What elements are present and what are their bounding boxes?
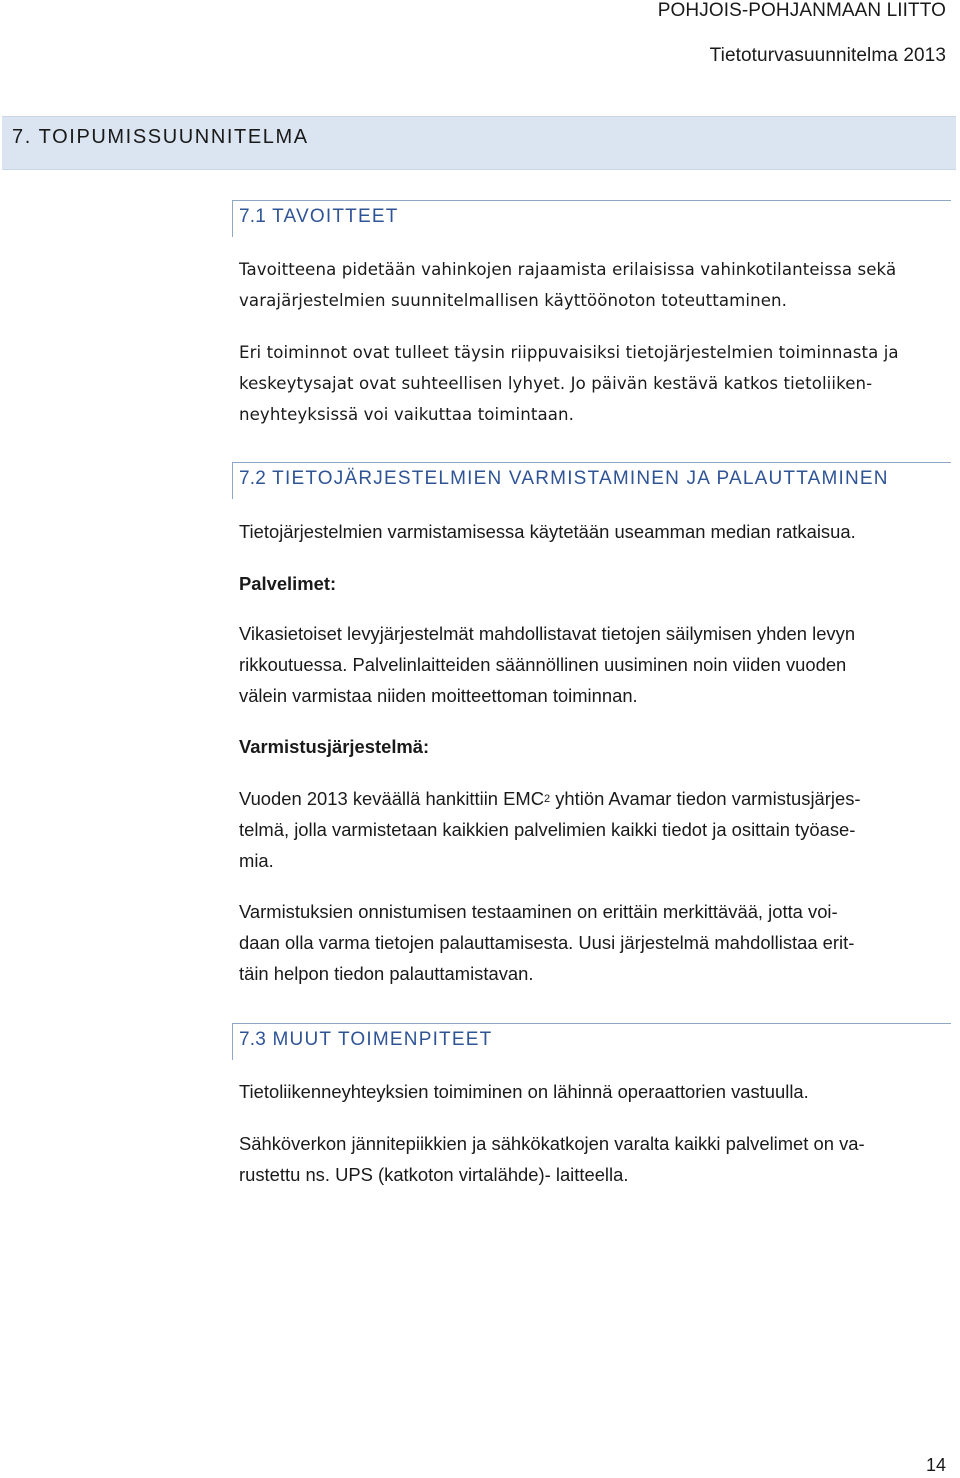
servers-label: Palvelimet:	[239, 573, 337, 594]
text-line: daan olla varma tietojen palauttamisesta. Uusi järjestelmä mahdollistaa erit-	[239, 932, 855, 953]
section-number: 7.3	[239, 1029, 267, 1050]
text-line: telmä, jolla varmistetaan kaikkien palvelimien kaikki tiedot ja osittain työase-	[239, 819, 856, 840]
text-line: täin helpon tiedon palauttamistavan.	[239, 963, 534, 984]
section-title: TAVOITTEET	[272, 206, 399, 227]
text-line	[239, 783, 951, 814]
label-servers	[239, 568, 951, 599]
superscript-2: 2	[544, 793, 551, 805]
text-line: mia.	[239, 850, 274, 871]
paragraph-ups	[239, 1128, 951, 1190]
header-organization: POHJOIS-POHJANMAAN LIITTO	[657, 0, 946, 21]
chapter-heading-band	[2, 116, 956, 170]
backup-text-part: yhtiön Avamar tiedon varmistusjärjes-	[550, 788, 861, 809]
text-line: Eri toiminnot ovat tulleet täysin riippuvaisiksi tietojärjestelmien toiminnasta ja	[239, 343, 899, 362]
backup-system-label: Varmistusjärjestelmä:	[239, 736, 430, 757]
section-number: 7.1	[239, 206, 267, 227]
text-line: varajärjestelmien suunnitelmallisen käyttöönoton toteuttaminen.	[239, 291, 788, 310]
paragraph-dependency	[239, 337, 951, 430]
section-heading-7-3	[232, 1023, 951, 1060]
section-title: TIETOJÄRJESTELMIEN VARMISTAMINEN JA PALAUTTAMINEN	[272, 468, 889, 489]
paragraph-goals	[239, 254, 951, 316]
text-line: Tietojärjestelmien varmistamisessa käytetään useamman median ratkaisua.	[239, 521, 856, 542]
paragraph-testing	[239, 896, 951, 989]
text-line: Tietoliikenneyhteyksien toimiminen on lähinnä operaattorien vastuulla.	[239, 1081, 809, 1102]
header-document-title: Tietoturvasuunnitelma 2013	[709, 45, 946, 66]
paragraph-telecom	[239, 1076, 951, 1107]
section-heading-7-1	[232, 200, 951, 237]
backup-text-part: Vuoden 2013 keväällä hankittiin EMC	[239, 788, 544, 809]
text-line: Vikasietoiset levyjärjestelmät mahdollistavat tietojen säilymisen yhden levyn	[239, 623, 856, 644]
text-line: neyhteyksissä voi vaikuttaa toimintaan.	[239, 405, 574, 424]
section-heading-7-2	[232, 462, 951, 499]
section-number: 7.2	[239, 468, 267, 489]
text-line: Varmistuksien onnistumisen testaaminen on erittäin merkittävää, jotta voi-	[239, 901, 838, 922]
page-number: 14	[925, 1455, 946, 1475]
label-backup-system	[239, 731, 951, 762]
text-line: rustettu ns. UPS (katkoton virtalähde)- laitteella.	[239, 1164, 629, 1185]
chapter-title: 7. TOIPUMISSUUNNITELMA	[12, 126, 309, 148]
text-line: Sähköverkon jännitepiikkien ja sähkökatkojen varalta kaikki palvelimet on va-	[239, 1133, 865, 1154]
section-title: MUUT TOIMENPITEET	[272, 1029, 493, 1050]
paragraph-backup-system	[239, 783, 951, 876]
text-line: keskeytysajat ovat suhteellisen lyhyet. Jo päivän kestävä katkos tietoliiken-	[239, 374, 873, 393]
text-line: välein varmistaa niiden moitteettoman toiminnan.	[239, 685, 638, 706]
paragraph-servers	[239, 618, 951, 711]
text-line: Tavoitteena pidetään vahinkojen rajaamista erilaisissa vahinkotilanteissa sekä	[239, 260, 897, 279]
text-line: rikkoutuessa. Palvelinlaitteiden säännöllinen uusiminen noin viiden vuoden	[239, 654, 847, 675]
paragraph-backup-intro	[239, 516, 951, 547]
